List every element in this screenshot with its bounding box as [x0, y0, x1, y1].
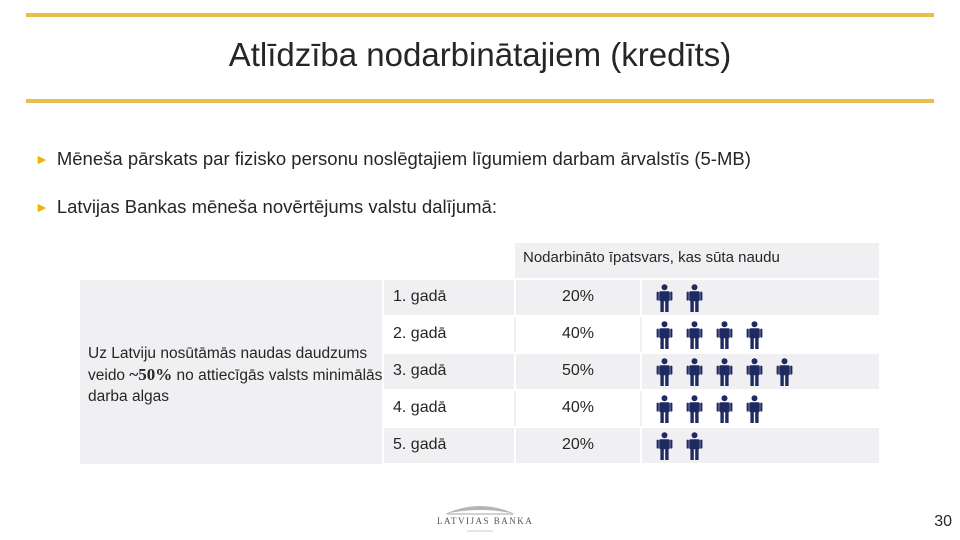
table-row-year: 3. gadā	[393, 362, 447, 379]
page-number: 30	[934, 513, 952, 530]
table-column-divider	[514, 428, 516, 463]
triangle-bullet-icon: ►	[35, 150, 49, 167]
table-header-text: Nodarbināto īpatsvars, kas sūta naudu	[523, 249, 780, 266]
table-column-divider	[640, 428, 642, 463]
table-row-year: 1. gadā	[393, 288, 447, 305]
table-column-divider	[640, 280, 642, 315]
table-column-divider	[640, 317, 642, 352]
table-row-percent: 50%	[561, 362, 595, 379]
title-top-rule	[26, 13, 934, 17]
table-left-text	[88, 343, 388, 407]
left-text-bold: ~50%	[129, 365, 173, 384]
person-icon	[686, 284, 703, 312]
person-icon	[656, 432, 673, 460]
table-row-year: 5. gadā	[393, 436, 447, 453]
person-icon	[656, 321, 673, 349]
table-row-percent: 20%	[561, 288, 595, 305]
person-icon	[656, 358, 673, 386]
person-icon	[776, 358, 793, 386]
title-bottom-rule	[26, 99, 934, 103]
bullet-text-2: Latvijas Bankas mēneša novērtējums valstu dalījumā:	[56, 196, 497, 217]
table-column-divider	[514, 391, 516, 426]
person-icon	[686, 395, 703, 423]
table-row-percent: 20%	[561, 436, 595, 453]
table-column-divider	[514, 354, 516, 389]
person-icon	[656, 395, 673, 423]
table-column-divider	[514, 280, 516, 315]
table-column-divider	[640, 391, 642, 426]
person-icon	[686, 321, 703, 349]
left-text-part: Uz Latviju nosūtāmās naudas daudzums veido	[88, 345, 368, 384]
person-icon	[716, 358, 733, 386]
table-column-divider	[640, 354, 642, 389]
table-column-divider	[514, 317, 516, 352]
table-row-person-icons	[656, 321, 763, 349]
table-row-person-icons	[656, 395, 763, 423]
table-row-person-icons	[656, 284, 703, 312]
table-row-person-icons	[656, 358, 793, 386]
person-icon	[686, 432, 703, 460]
person-icon	[656, 284, 673, 312]
table-row-year: 2. gadā	[393, 325, 447, 342]
bullet-item-1	[35, 148, 751, 170]
table-row-bg	[384, 280, 879, 315]
table-row-bg	[384, 428, 879, 463]
person-icon	[716, 321, 733, 349]
person-icon	[746, 358, 763, 386]
person-icon	[716, 395, 733, 423]
table-row-percent: 40%	[561, 325, 595, 342]
person-icon	[746, 395, 763, 423]
table-row-bg	[384, 354, 879, 389]
person-icon	[746, 321, 763, 349]
bullet-item-2	[35, 196, 497, 218]
slide-title: Atlīdzība nodarbinātajiem (kredīts)	[228, 36, 732, 73]
table-row-percent: 40%	[561, 399, 595, 416]
table-row-person-icons	[656, 432, 703, 460]
left-text-part: no attiecīgās valsts minimālās darba algas	[88, 367, 383, 405]
table-row-year: 4. gadā	[393, 399, 447, 416]
triangle-bullet-icon: ►	[35, 198, 49, 215]
bullet-text-1: Mēneša pārskats par fizisko personu noslēgtajiem līgumiem darbam ārvalstīs (5-MB)	[56, 148, 751, 169]
logo-text: LATVIJAS BANKA	[437, 516, 534, 526]
person-icon	[686, 358, 703, 386]
